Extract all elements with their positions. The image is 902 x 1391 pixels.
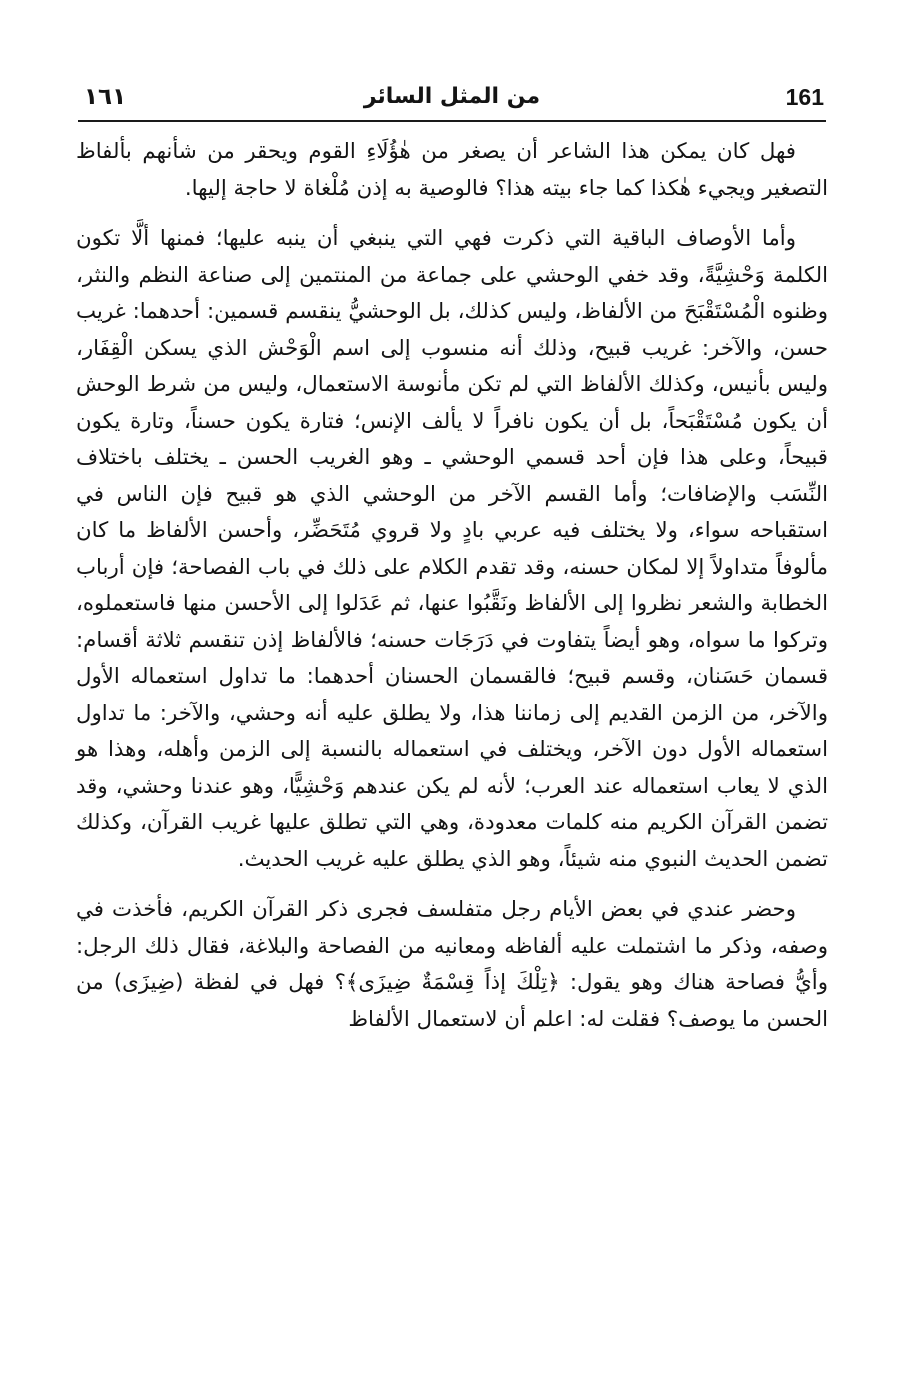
paragraph-2: وأما الأوصاف الباقية التي ذكرت فهي التي ينبغي أن ينبه عليها؛ فمنها ألَّا تكون الكلمة وَحْشِيَّةً، وقد خفي الوحشي على جماعة من المنتمين إلى صناعة النظم والنثر، وظنوه الْمُسْتَقْبَحَ من الألفاظ، وليس كذلك، بل الوحشيُّ ينقسم قسمين: أحدهما: غريب حسن، والآخر: غريب قبيح، وذلك أنه منسوب إلى اسم الْوَحْش الذي يسكن الْقِفَار، وليس بأنيس، وكذلك الألفاظ التي لم تكن مأنوسة الاستعمال، وليس من شرط الوحش أن يكون مُسْتَقْبَحاً، بل أن يكون نافراً لا يألف الإنس؛ فتارة يكون حسناً، وتارة يكون قبيحاً، وعلى هذا فإن أحد قسمي الوحشي ـ وهو الغريب الحسن ـ يختلف باختلاف النِّسَب والإضافات؛ وأما القسم الآخر من الوحشي الذي هو قبيح فإن الناس في استقباحه سواء، ولا يختلف فيه عربي بادٍ ولا قروي مُتَحَضِّر، وأحسن الألفاظ ما كان مألوفاً متداولاً إلا لمكان حسنه، وقد تقدم الكلام على ذلك في باب الفصاحة؛ فإن أرباب الخطابة والشعر نظروا إلى الألفاظ ونَقَّبُوا عنها، ثم عَدَلوا إلى الأحسن منها فاستعملوه، وتركوا ما سواه، وهو أيضاً يتفاوت في دَرَجَات حسنه؛ فالألفاظ إذن تنقسم ثلاثة أقسام: قسمان حَسَنان، وقسم قبيح؛ فالقسمان الحسنان أحدهما: ما تداول استعماله الأول والآخر، من الزمن القديم إلى زماننا هذا، ولا يطلق عليه أنه وحشي، والآخر: ما تداول استعماله الأول دون الآخر، ويختلف في استعماله بالنسبة إلى الزمن وأهله، وهذا هو الذي لا يعاب استعماله عند العرب؛ لأنه لم يكن عندهم وَحْشِيًّا، وهو عندنا وحشي، وقد تضمن القرآن الكريم منه كلمات معدودة، وهي التي تطلق عليها غريب القرآن، وكذلك تضمن الحديث النبوي منه شيئاً، وهو الذي يطلق عليه غريب الحديث. <box>76 226 828 872</box>
page-body <box>76 134 828 1038</box>
paragraph-3: وحضر عندي في بعض الأيام رجل متفلسف فجرى ذكر القرآن الكريم، فأخذت في وصفه، وذكر ما اشتملت عليه ألفاظه ومعانيه من الفصاحة والبلاغة، فقال ذلك الرجل: وأيُّ فصاحة هناك وهو يقول: ﴿تِلْكَ إذاً قِسْمَةٌ ضِيزَى﴾؟ فهل في لفظة (ضِيزَى) من الحسن ما يوصف؟ فقلت له: اعلم أن لاستعمال الألفاظ <box>76 897 828 1032</box>
running-title: من المثل السائر <box>363 84 541 109</box>
paragraph-1: فهل كان يمكن هذا الشاعر أن يصغر من هٰؤُلَاءِ القوم ويحقر من شأنهم بألفاظ التصغير ويجيء هٰكذا كما جاء بيته هذا؟ فالوصية به إذن مُلْغاة لا حاجة إليها. <box>76 139 828 201</box>
paragraph-gap <box>76 878 828 892</box>
page-number-arabic: ١٦١ <box>84 84 127 110</box>
page-header <box>78 84 826 122</box>
paragraph-gap <box>76 207 828 221</box>
page-number-latin: 161 <box>785 84 824 110</box>
